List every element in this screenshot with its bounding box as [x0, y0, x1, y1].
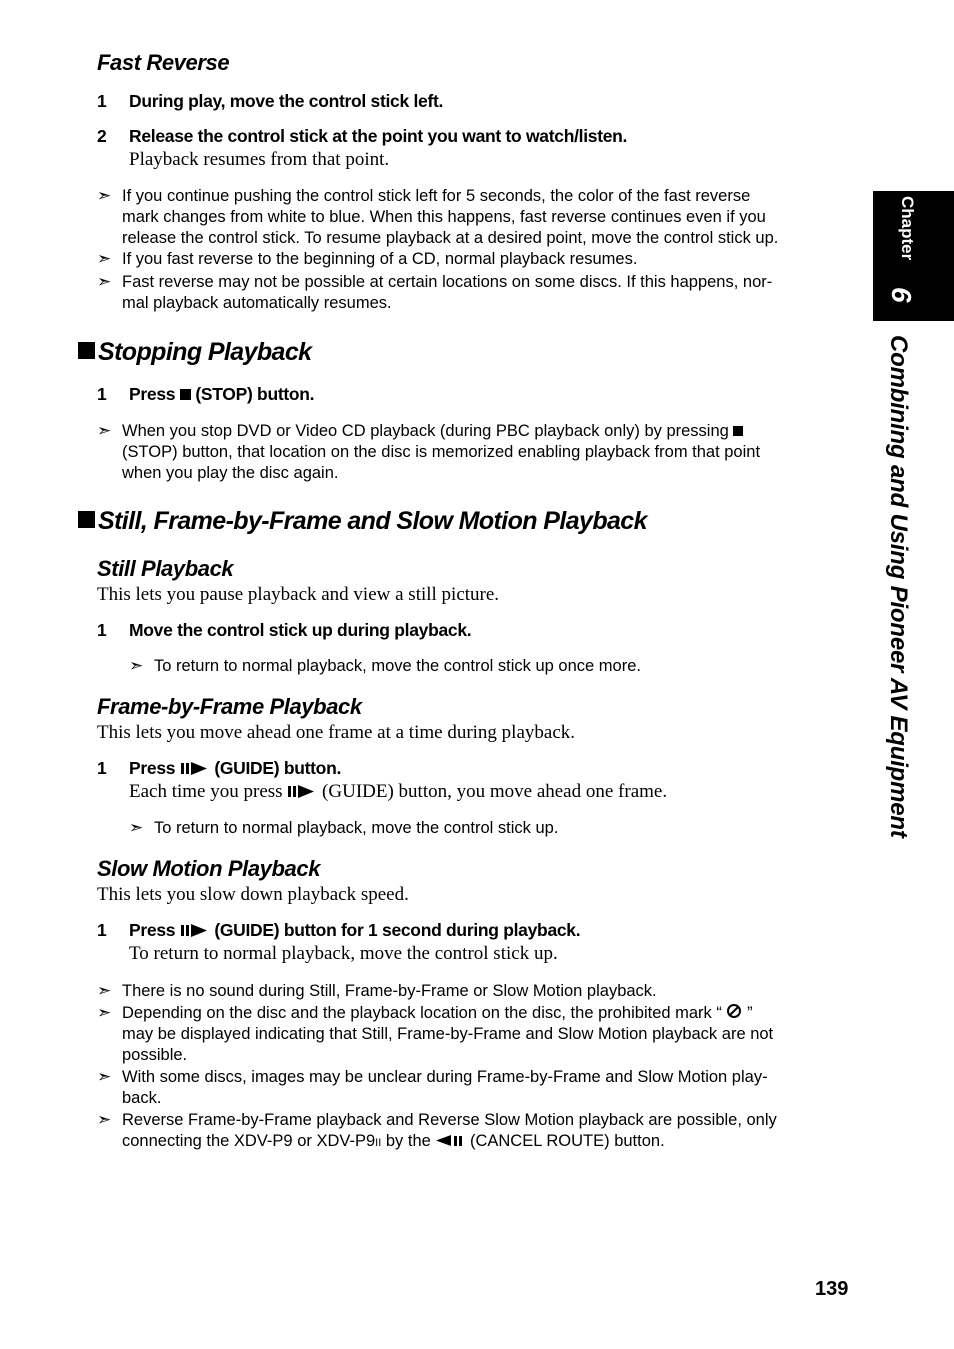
note-line: Fast reverse may not be possible at certain locations on some discs. If this happens, nor- — [122, 273, 773, 291]
model-suffix: II — [375, 1136, 382, 1149]
note-arrow-icon: ➣ — [97, 186, 112, 205]
reverse-pause-icon — [435, 1134, 465, 1147]
slow-step-1-body: To return to normal playback, move the control stick up. — [129, 943, 558, 964]
chapter-number: 6 — [886, 287, 917, 303]
note-item — [97, 1110, 857, 1154]
fast-reverse-heading: Fast Reverse — [97, 50, 230, 75]
frame-step-1 — [97, 758, 797, 780]
still-step-1 — [97, 620, 797, 642]
stopping-playback-heading — [78, 338, 311, 367]
note-item — [97, 1067, 857, 1111]
pause-play-icon — [287, 784, 317, 798]
note-line: release the control stick. To resume playback at a desired point, move the control stick up. — [122, 228, 779, 247]
stopping-step-1 — [97, 384, 797, 406]
step-text — [129, 384, 314, 405]
step-number: 1 — [97, 91, 107, 111]
note-line-text: Depending on the disc and the playback location on the disc, the prohibited mark “ — [122, 1004, 722, 1022]
slow-step-1 — [97, 920, 797, 942]
note-arrow-icon: ➣ — [129, 818, 144, 837]
step-text-post: (GUIDE) button. — [214, 758, 342, 778]
note-line — [122, 1131, 857, 1154]
note-line: mal playback automatically resumes. — [122, 293, 392, 312]
step-text-pre: Press — [129, 920, 176, 940]
note-line-text: (CANCEL ROUTE) button. — [465, 1131, 665, 1150]
section-bullet-icon — [78, 511, 95, 528]
note-line: may be displayed indicating that Still, Frame-by-Frame and Slow Motion playback are not — [122, 1024, 774, 1043]
frame-by-frame-intro: This lets you move ahead one frame at a time during playback. — [97, 722, 576, 743]
step-text: Move the control stick up during playback. — [129, 620, 472, 640]
slow-motion-intro: This lets you slow down playback speed. — [97, 884, 409, 905]
note-item — [97, 186, 857, 250]
note-arrow-icon: ➣ — [97, 981, 112, 1000]
body-text-post: (GUIDE) button, you move ahead one frame. — [322, 781, 668, 802]
note-arrow-icon: ➣ — [97, 1067, 112, 1086]
step-number: 1 — [97, 620, 107, 640]
still-playback-heading: Still Playback — [97, 556, 234, 581]
page-number: 139 — [815, 1278, 849, 1300]
step-text-pre: Press — [129, 758, 176, 778]
note-line: when you play the disc again. — [122, 463, 339, 482]
note-arrow-icon: ➣ — [97, 272, 112, 291]
note-line: To return to normal playback, move the control stick up. — [154, 819, 559, 837]
section-title: Stopping Playback — [98, 338, 312, 366]
step-number: 1 — [97, 758, 107, 778]
frame-by-frame-heading: Frame-by-Frame Playback — [97, 694, 362, 719]
note-line: To return to normal playback, move the control stick up once more. — [154, 657, 641, 675]
note-line-text: by the — [381, 1131, 436, 1150]
fast-reverse-step-2 — [97, 126, 797, 148]
pause-play-icon — [180, 761, 210, 775]
note-line: (STOP) button, that location on the disc is memorized enabling playback from that point — [122, 442, 761, 461]
step-number: 1 — [97, 920, 107, 940]
step-text-post: (GUIDE) button for 1 second during playback. — [214, 920, 581, 940]
frame-step-1-body — [129, 781, 667, 803]
still-frame-slow-heading — [78, 507, 647, 536]
note-arrow-icon: ➣ — [97, 1110, 112, 1129]
note-arrow-icon: ➣ — [97, 249, 112, 268]
note-line — [122, 1003, 857, 1024]
note-line-text: ” — [747, 1004, 753, 1022]
body-text-pre: Each time you press — [129, 781, 283, 802]
note-item — [97, 272, 857, 316]
chapter-title: Combining and Using Pioneer AV Equipment — [885, 335, 912, 838]
step-text-post: (STOP) button. — [195, 384, 315, 404]
pause-play-icon — [180, 923, 210, 937]
note-line: back. — [122, 1088, 162, 1107]
step-text: During play, move the control stick left. — [129, 91, 444, 111]
step-text: Release the control stick at the point you want to watch/listen. — [129, 126, 628, 146]
note-arrow-icon: ➣ — [129, 656, 144, 675]
note-line: Reverse Frame-by-Frame playback and Reverse Slow Motion playback are possible, only — [122, 1111, 777, 1129]
note-line: With some discs, images may be unclear during Frame-by-Frame and Slow Motion play- — [122, 1068, 768, 1086]
fast-reverse-step-1 — [97, 91, 797, 113]
note-line: mark changes from white to blue. When this happens, fast reverse continues even if you — [122, 207, 766, 226]
note-item — [97, 249, 857, 271]
step-text-pre: Press — [129, 384, 176, 404]
stop-icon — [733, 426, 743, 436]
note-line — [122, 421, 857, 442]
fast-reverse-step-2-body: Playback resumes from that point. — [129, 149, 390, 170]
note-line-text: connecting the XDV-P9 or XDV-P9 — [122, 1131, 376, 1150]
note-arrow-icon: ➣ — [97, 1003, 112, 1022]
note-item — [129, 818, 829, 840]
step-text — [129, 758, 341, 779]
step-number: 1 — [97, 384, 107, 404]
note-item — [97, 421, 857, 485]
step-number: 2 — [97, 126, 107, 146]
section-title: Still, Frame-by-Frame and Slow Motion Playback — [98, 507, 647, 535]
note-line: If you continue pushing the control stick left for 5 seconds, the color of the fast reverse — [122, 187, 751, 205]
note-line: possible. — [122, 1045, 188, 1064]
note-item — [97, 1003, 857, 1067]
note-line: If you fast reverse to the beginning of a CD, normal playback resumes. — [122, 250, 638, 268]
still-playback-intro: This lets you pause playback and view a still picture. — [97, 584, 500, 605]
note-line: There is no sound during Still, Frame-by-Frame or Slow Motion playback. — [122, 982, 657, 1000]
note-line-text: When you stop DVD or Video CD playback (during PBC playback only) by pressing — [122, 422, 729, 440]
step-text — [129, 920, 580, 941]
chapter-label: Chapter — [898, 196, 917, 261]
note-item — [97, 981, 857, 1003]
prohibited-icon — [726, 1003, 742, 1019]
section-bullet-icon — [78, 342, 95, 359]
note-item — [129, 656, 829, 678]
stop-icon — [180, 389, 191, 400]
note-arrow-icon: ➣ — [97, 421, 112, 440]
slow-motion-heading: Slow Motion Playback — [97, 856, 321, 881]
